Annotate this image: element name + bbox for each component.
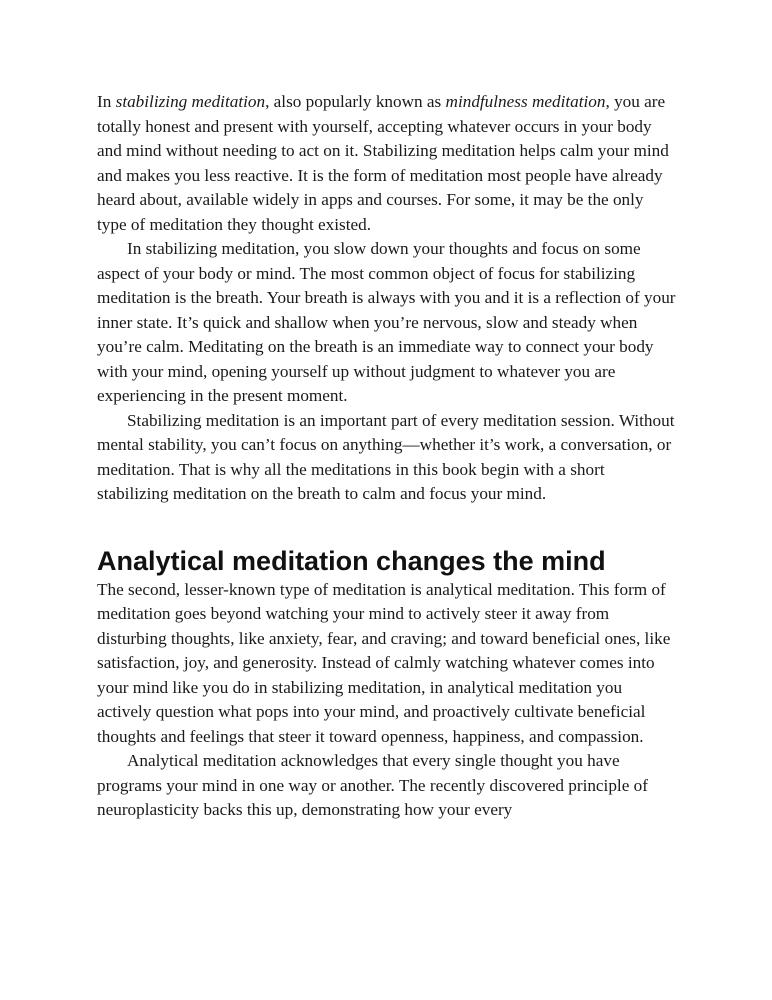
- document-page: [97, 90, 677, 823]
- analytical-intro-paragraph: The second, lesser-known type of meditation is analytical meditation. This form of meditation goes beyond watching your mind to actively steer it away from disturbing thoughts, like anxiety, fear, and craving; and toward beneficial ones, like satisfaction, joy, and generosity. Instead of calmly watching whatever comes into your mind like you do in stabilizing meditation, in analytical meditation you actively question what pops into your mind, and proactively cultivate beneficial thoughts and feelings that steer it toward openness, happiness, and compassion.: [97, 579, 671, 746]
- section-heading: Analytical meditation changes the mind: [97, 545, 606, 576]
- intro-text-2: , also popularly known as: [265, 92, 446, 111]
- term-mindfulness-meditation: mindfulness meditation: [445, 92, 606, 111]
- mental-stability-paragraph: Stabilizing meditation is an important part of every meditation session. Without mental stability, you can’t focus on anything—whether it’s work, a conversation, or meditation. That is why all the meditations in this book begin with a short stabilizing meditation on the breath to calm and focus your mind.: [97, 410, 675, 503]
- intro-text-1: In: [97, 92, 116, 111]
- intro-paragraph: [97, 90, 677, 237]
- neuroplasticity-paragraph: Analytical meditation acknowledges that every single thought you have programs your mind in one way or another. The recently discovered principle of neuroplasticity backs this up, demonstrating how your every: [97, 751, 648, 819]
- intro-text-3: , you are totally honest and present with yourself, accepting whatever occurs in your body and mind without needing to act on it. Stabilizing meditation helps calm your mind and makes you less reactive. It is the form of meditation most people have already heard about, available widely in apps and courses. For some, it may be the only type of meditation they thought existed.: [97, 92, 669, 234]
- section-gap: [97, 507, 677, 544]
- term-stabilizing-meditation: stabilizing meditation: [115, 92, 266, 111]
- breath-focus-paragraph: In stabilizing meditation, you slow down your thoughts and focus on some aspect of your body or mind. The most common object of focus for stabilizing meditation is the breath. Your breath is always with you and it is a reflection of your inner state. It’s quick and shallow when you’re nervous, slow and steady when you’re calm. Meditating on the breath is an immediate way to connect your body with your mind, opening yourself up without judgment to whatever you are experiencing in the present moment.: [97, 239, 676, 405]
